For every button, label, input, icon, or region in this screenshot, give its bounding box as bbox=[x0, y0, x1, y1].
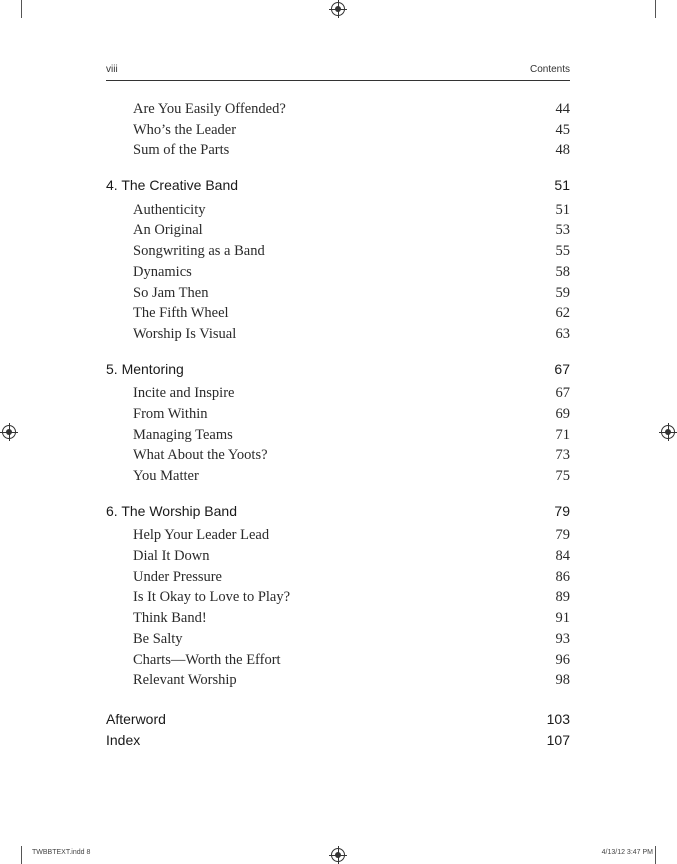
toc-entry bbox=[106, 548, 570, 569]
crop-mark bbox=[21, 0, 22, 18]
toc-entry bbox=[106, 569, 570, 590]
toc-entry bbox=[106, 222, 570, 243]
toc-entry-page: 93 bbox=[555, 630, 570, 647]
registration-mark-icon bbox=[331, 848, 345, 862]
toc-entry-page: 96 bbox=[555, 651, 570, 668]
toc-entry-title: Managing Teams bbox=[133, 426, 233, 443]
table-of-contents bbox=[106, 101, 570, 752]
registration-mark-icon bbox=[661, 425, 675, 439]
toc-entry-page: 59 bbox=[555, 284, 570, 301]
toc-entry-page: 67 bbox=[555, 385, 570, 402]
toc-entry bbox=[106, 527, 570, 548]
toc-entry-page: 86 bbox=[555, 568, 570, 585]
toc-entry-page: 79 bbox=[555, 527, 570, 544]
toc-entry-page: 69 bbox=[555, 405, 570, 422]
toc-entry bbox=[106, 406, 570, 427]
toc-chapter-page: 67 bbox=[554, 360, 570, 377]
toc-entry-page: 84 bbox=[555, 548, 570, 565]
toc-entry bbox=[106, 122, 570, 143]
toc-entry-page: 71 bbox=[555, 426, 570, 443]
toc-entry bbox=[106, 305, 570, 326]
toc-entry-page: 89 bbox=[555, 589, 570, 606]
toc-chapter bbox=[106, 361, 570, 382]
registration-mark-icon bbox=[331, 2, 345, 16]
toc-entry-title: You Matter bbox=[133, 468, 199, 484]
slug-filename: TWBBTEXT.indd 8 bbox=[32, 849, 91, 856]
toc-entry-title: Is It Okay to Love to Play? bbox=[133, 589, 291, 606]
toc-back-matter-title: Afterword bbox=[106, 710, 166, 727]
toc-back-matter-page: 107 bbox=[546, 731, 570, 748]
toc-entry-title: From Within bbox=[133, 405, 208, 422]
registration-mark-icon bbox=[2, 425, 16, 439]
crop-mark bbox=[655, 846, 656, 864]
toc-entry-page: 63 bbox=[555, 325, 570, 342]
toc-chapter-title: 4. The Creative Band bbox=[106, 177, 239, 194]
toc-entry-title: Under Pressure bbox=[133, 568, 222, 585]
toc-entry-title: So Jam Then bbox=[133, 284, 209, 301]
toc-entry bbox=[106, 101, 570, 122]
toc-entry-page: 48 bbox=[555, 142, 570, 159]
running-title: Contents bbox=[529, 64, 570, 75]
crop-mark bbox=[655, 0, 656, 18]
toc-chapter-title: 5. Mentoring bbox=[106, 360, 184, 377]
toc-entry-title: Help Your Leader Lead bbox=[133, 527, 270, 544]
toc-entry-page: 44 bbox=[555, 101, 570, 117]
page-folio: viii bbox=[106, 64, 118, 75]
toc-entry-title: Worship Is Visual bbox=[133, 325, 237, 342]
toc-entry-title: The Fifth Wheel bbox=[133, 305, 229, 322]
toc-entry-page: 98 bbox=[555, 672, 570, 689]
toc-entry-title: Charts—Worth the Effort bbox=[133, 651, 281, 668]
toc-entry bbox=[106, 589, 570, 610]
toc-entry-title: Who’s the Leader bbox=[133, 121, 237, 138]
toc-entry-page: 55 bbox=[555, 243, 570, 260]
toc-entry bbox=[106, 142, 570, 163]
toc-entry-page: 73 bbox=[555, 447, 570, 464]
toc-entry bbox=[106, 385, 570, 406]
toc-chapter-title: 6. The Worship Band bbox=[106, 502, 238, 519]
header-rule bbox=[106, 80, 570, 81]
toc-back-matter bbox=[106, 732, 570, 753]
toc-chapter bbox=[106, 503, 570, 524]
toc-entry-page: 51 bbox=[555, 201, 570, 218]
toc-entry-title: An Original bbox=[133, 222, 203, 239]
toc-entry-title: Songwriting as a Band bbox=[133, 243, 265, 260]
toc-entry bbox=[106, 285, 570, 306]
toc-entry-page: 75 bbox=[555, 468, 570, 484]
toc-entry bbox=[106, 631, 570, 652]
toc-entry bbox=[106, 672, 570, 693]
toc-entry bbox=[106, 326, 570, 347]
toc-chapter-page: 51 bbox=[554, 177, 570, 194]
toc-entry bbox=[106, 447, 570, 468]
toc-entry bbox=[106, 243, 570, 264]
toc-chapter bbox=[106, 177, 570, 198]
toc-back-matter bbox=[106, 711, 570, 732]
toc-back-matter-title: Index bbox=[106, 731, 141, 748]
toc-entry-title: Are You Easily Offended? bbox=[133, 101, 286, 117]
toc-entry bbox=[106, 202, 570, 223]
toc-entry bbox=[106, 610, 570, 631]
toc-entry-page: 53 bbox=[555, 222, 570, 239]
toc-entry-page: 45 bbox=[555, 121, 570, 138]
toc-entry-page: 58 bbox=[555, 263, 570, 280]
toc-back-matter-page: 103 bbox=[546, 710, 570, 727]
toc-entry-title: Be Salty bbox=[133, 630, 183, 647]
toc-entry-title: Dial It Down bbox=[133, 548, 210, 565]
toc-entry-title: Relevant Worship bbox=[133, 672, 237, 689]
toc-entry-title: Authenticity bbox=[133, 201, 206, 218]
toc-chapter-page: 79 bbox=[554, 502, 570, 519]
toc-entry-title: Dynamics bbox=[133, 263, 192, 280]
toc-entry bbox=[106, 468, 570, 489]
toc-entry-title: Sum of the Parts bbox=[133, 142, 230, 159]
toc-entry bbox=[106, 652, 570, 673]
toc-entry-page: 62 bbox=[555, 305, 570, 322]
toc-entry-title: Think Band! bbox=[133, 610, 207, 627]
crop-mark bbox=[21, 846, 22, 864]
toc-entry-title: What About the Yoots? bbox=[133, 447, 268, 464]
toc-entry bbox=[106, 427, 570, 448]
slug-datetime: 4/13/12 3:47 PM bbox=[601, 849, 653, 856]
toc-entry-page: 91 bbox=[555, 610, 570, 627]
toc-entry bbox=[106, 264, 570, 285]
toc-entry-title: Incite and Inspire bbox=[133, 385, 235, 402]
